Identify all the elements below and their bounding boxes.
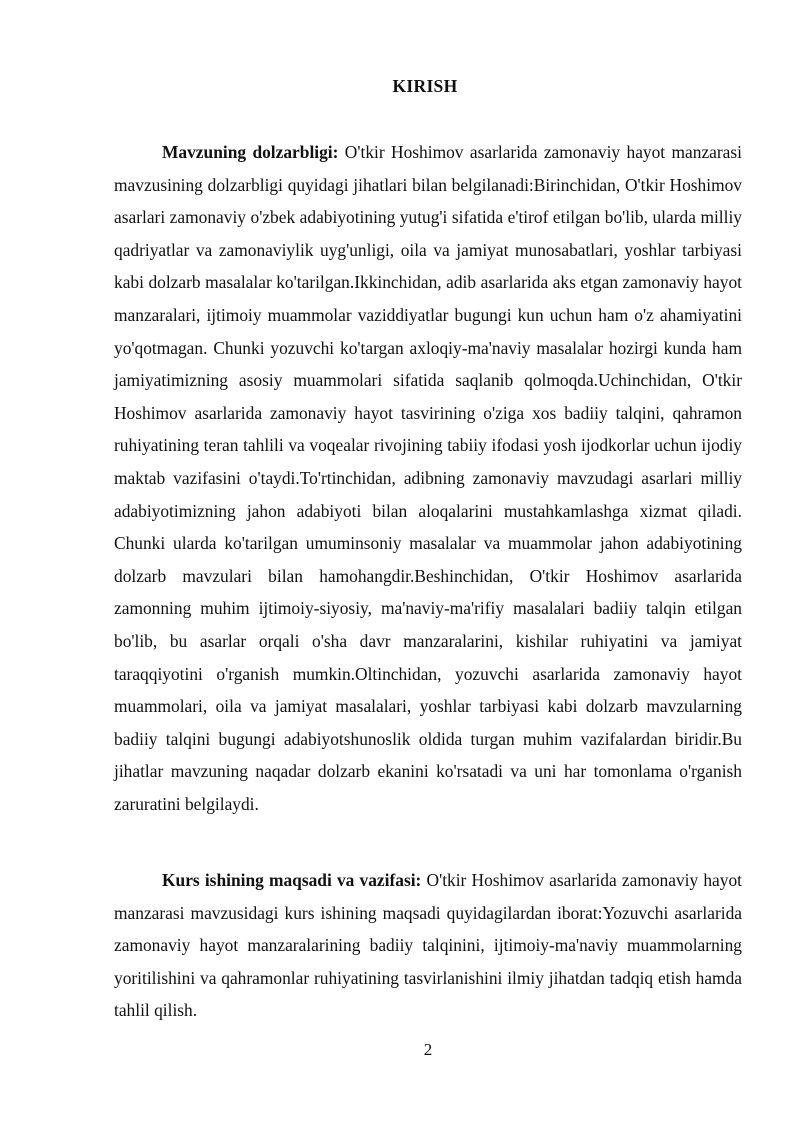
paragraph-lead: Kurs ishining maqsadi va vazifasi:: [162, 870, 422, 890]
paragraph-text: O'tkir Hoshimov asarlarida zamonaviy hayot manzarasi mavzusining dolzarbligi quyidagi jihatlari bilan belgilanadi:Birinchidan, O'tkir Hoshimov asarlari zamonaviy o'zbek adabiyotining yutug'i sifatida e'tirof etilgan bo'lib, ularda milliy qadriyatlar va zamonaviylik uyg'unligi, oila va jamiyat munosabatlari, yoshlar tarbiyasi kabi dolzarb masalalar ko'tarilgan.Ikkinchidan, adib asarlarida aks etgan zamonaviy hayot manzaralari, ijtimoiy muammolar vaziddiyatlar bugungi kun uchun ham o'z ahamiyatini yo'qotmagan. Chunki yozuvchi ko'targan axloqiy-ma'naviy masalalar hozirgi kunda ham jamiyatimizning asosiy muammolari sifatida saqlanib qolmoqda.Uchinchidan, O'tkir Hoshimov asarlarida zamonaviy hayot tasvirining o'ziga xos badiiy talqini, qahramon ruhiyatining teran tahlili va voqealar rivojining tabiiy ifodasi yosh ijodkorlar uchun ijodiy maktab vazifasini o'taydi.To'rtinchidan, adibning zamonaviy mavzudagi asarlari milliy adabiyotimizning jahon adabiyoti bilan aloqalarini mustahkamlashga xizmat qiladi. Chunki ularda ko'tarilgan umuminsoniy masalalar va muammolar jahon adabiyotining dolzarb mavzulari bilan hamohangdir.Beshinchidan, O'tkir Hoshimov asarlarida zamonning muhim ijtimoiy-siyosiy, ma'naviy-ma'rifiy masalalari badiiy talqin etilgan bo'lib, bu asarlar orqali o'sha davr manzaralarini, kishilar ruhiyatini va jamiyat taraqqiyotini o'rganish mumkin.Oltinchidan, yozuvchi asarlarida zamonaviy hayot muammolari, oila va jamiyat masalalari, yoshlar tarbiyasi kabi dolzarb mavzularning badiiy talqini bugungi adabiyotshunoslik oldida turgan muhim vazifalardan biridir.Bu jihatlar mavzuning naqadar dolzarb ekanini ko'rsatadi va uni har tomonlama o'rganish zaruratini belgilaydi.: [114, 142, 742, 814]
paragraph-body: [114, 864, 742, 1027]
paragraph-goal: [114, 864, 742, 1027]
paragraph-relevance: [114, 136, 742, 820]
page-number: 2: [423, 1040, 433, 1059]
page-title: KIRISH: [392, 76, 458, 96]
paragraph-lead: Mavzuning dolzarbligi:: [162, 142, 339, 162]
paragraph-text: O'tkir Hoshimov asarlarida zamonaviy hayot manzarasi mavzusidagi kurs ishining maqsadi quyidagilardan iborat:Yozuvchi asarlarida zamonaviy hayot manzaralarining badiiy talqinini, ijtimoiy-ma'naviy muammolarning yoritilishini va qahramonlar ruhiyatining tasvirlanishini ilmiy jihatdan tadqiq etish hamda tahlil qilish.: [114, 870, 742, 1021]
paragraph-body: [114, 136, 742, 820]
